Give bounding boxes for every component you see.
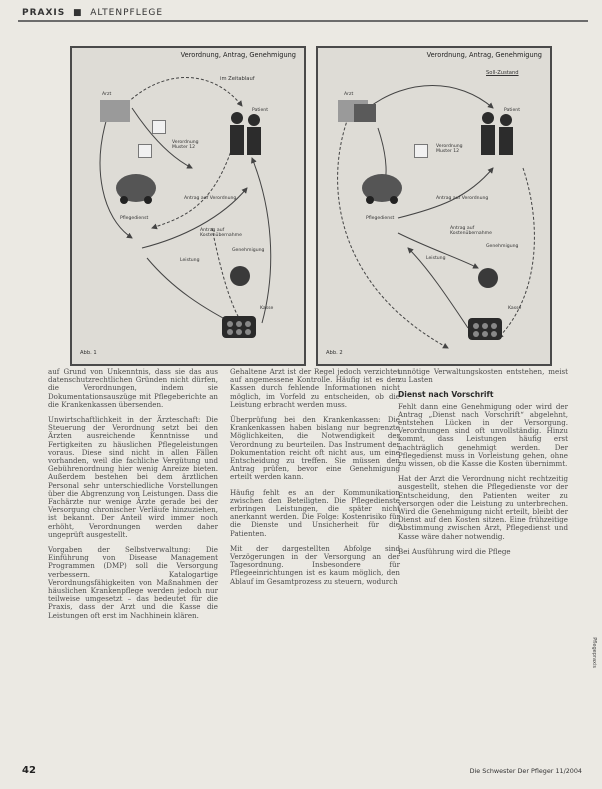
text-column-1: [48, 368, 218, 627]
document-icon: [152, 120, 166, 134]
paragraph: Fehlt dann eine Genehmigung oder wird der Antrag „Dienst nach Vorschrift“ abgelehnt, entstehen Lücken in der Versorgung. Verordnungen sind oft unvollständig. Hinzu kommt, dass Leistungen häufig erst nachträglich genehmigt werden. Der Pflegedienst muss in Vorleistung gehen, ohne zu wissen, ob die Kasse die Kosten übernimmt.: [398, 401, 568, 469]
issue-info: Die Schwester Der Pfleger 11/2004: [469, 767, 582, 775]
paragraph: Unwirtschaftlichkeit in der Ärzteschaft: Die Steuerung der Verordnung setzt bei den Ärzten ausreichende Kenntnisse und Fertigkeiten zu häuslichen Pflegeleistungen voraus. Diese sind nicht in allen Fällen vorhanden, weil die fachliche Vergütung und Gebührenordnung hier wenig Anreize bieten. Außerdem bestehen bei dem ärztlichen Personal sehr unterschiedliche Vorstellungen über die Abgrenzung von Leistungen. Dass die Fachärzte nur wenige Ärzte gerade bei der Versorgung chronischer Verläufe hinzuziehen, ist bekannt. Der Anteil wird immer noch erhöht, Verordnungen werden daher ungeprüft ausgestellt.: [48, 415, 218, 539]
diagram-right-title: Verordnung, Antrag, Genehmigung: [426, 51, 542, 59]
paragraph: Überprüfung bei den Krankenkassen: Die Krankenkassen haben bislang nur begrenzte Möglichkeiten, die Notwendigkeit der Verordnung zu beurteilen. Das Instrument der Dokumentation reicht oft nicht aus, um eine Entscheidung zu treffen. Sie müssen den Antrag prüfen, bevor eine Genehmigung erteilt werden kann.: [230, 415, 400, 482]
paragraph: Mit der dargestellten Abfolge sind Verzögerungen in der Versorgung an der Tagesordnung. Insbesondere für Pflegeeinrichtungen ist es kaum möglich, den Ablauf im Gesamtprozess zu steuern, wodurch: [230, 543, 400, 586]
document-icon: [414, 144, 428, 158]
label-leistung: Leistung: [180, 258, 200, 263]
label-genehmigung: Genehmigung: [232, 248, 265, 253]
document-icon: [138, 144, 152, 158]
side-note: Pflegepraxis: [591, 637, 597, 668]
label-kostenuebernahme: Antrag auf Kostenübernahme: [450, 226, 492, 237]
label-antrag: Antrag auf Verordnung: [184, 196, 237, 201]
page-number: 42: [22, 765, 36, 776]
paragraph: auf Grund von Unkenntnis, dass sie das aus datenschutzrechtlichen Gründen nicht dürfen, die Verordnungen, indem sie Dokumentationsauszüge mit Pflegeberichte an die Krankenkassen übersenden.: [48, 367, 218, 409]
label-leistung: Leistung: [426, 256, 446, 261]
diagram-left-caption: Abb. 1: [80, 350, 97, 356]
diagram-right: [316, 46, 552, 366]
paragraph: Häufig fehlt es an der Kommunikation zwischen den Beteiligten. Die Pflegedienste erbringen Leistungen, die später nicht anerkannt werden. Die Folge: Kostenrisiko für die Dienste und Unsicherheit für die Patienten.: [230, 487, 400, 538]
diagram-left-title: Verordnung, Antrag, Genehmigung: [180, 51, 296, 59]
header-separator: ■: [69, 8, 87, 18]
running-header: [22, 8, 163, 18]
label-antrag: Antrag auf Verordnung: [436, 196, 489, 201]
diagram-left: [70, 46, 306, 366]
label-patient: Patient: [504, 108, 520, 113]
label-verordnung: Verordnung Muster 12: [172, 140, 199, 151]
diagram-right-caption: Abb. 2: [326, 350, 343, 356]
diagram-right-subtitle: Soll-Zustand: [486, 70, 519, 76]
label-patient: Patient: [252, 108, 268, 113]
text-column-2: [230, 368, 400, 593]
paragraph: Hat der Arzt die Verordnung nicht rechtzeitig ausgestellt, stehen die Pflegedienste vor der Entscheidung, den Patienten weiter zu versorgen oder die Leistung zu unterbrechen. Wird die Genehmigung nicht erteilt, bleibt der Dienst auf den Kosten sitzen. Eine frühzeitige Abstimmung zwischen Arzt, Pflegedienst und Kasse wäre daher notwendig.: [398, 474, 568, 541]
paragraph: Vorgaben der Selbstverwaltung: Die Einführung von Disease Management Programmen (DMP) soll die Versorgung verbessern. Katalogartige Verordnungsfähigkeiten von Maßnahmen der häuslichen Krankenpflege werden jedoch nur teilweise umgesetzt – das bedeutet für die Praxis, dass der Arzt und die Kasse die Leistungen oft erst im Nachhinein klären.: [48, 545, 218, 620]
label-verordnung: Verordnung Muster 12: [436, 144, 463, 155]
section-heading: Dienst nach Vorschrift: [398, 390, 494, 400]
label-pflegedienst: Pflegedienst: [366, 216, 395, 221]
section-label: PRAXIS: [22, 8, 66, 18]
paragraph: Bei Ausführung wird die Pflege: [398, 546, 511, 556]
paragraph: Gehaltene Arzt ist der Regel jedoch verzichtet auf angemessene Kontrolle. Häufig ist es den Kassen durch fehlende Informationen nicht möglich, im Vorfeld zu entscheiden, ob die Leistung erbracht werden muss.: [230, 367, 400, 409]
label-genehmigung: Genehmigung: [486, 244, 519, 249]
label-kasse: Kasse: [508, 306, 522, 311]
label-arzt: Arzt: [102, 92, 112, 97]
label-arzt: Arzt: [344, 92, 354, 97]
label-kostenuebernahme: Antrag auf Kostenübernahme: [200, 228, 242, 239]
text-column-3: [398, 368, 568, 563]
label-kasse: Kasse: [260, 306, 274, 311]
header-rule: [18, 20, 588, 22]
paragraph: unnötige Verwaltungskosten entstehen, meist zu Lasten: [398, 367, 568, 385]
label-pflegedienst: Pflegedienst: [120, 216, 149, 221]
topic-label: ALTENPFLEGE: [90, 8, 164, 18]
diagram-left-subtitle: im Zeitablauf: [220, 76, 255, 82]
